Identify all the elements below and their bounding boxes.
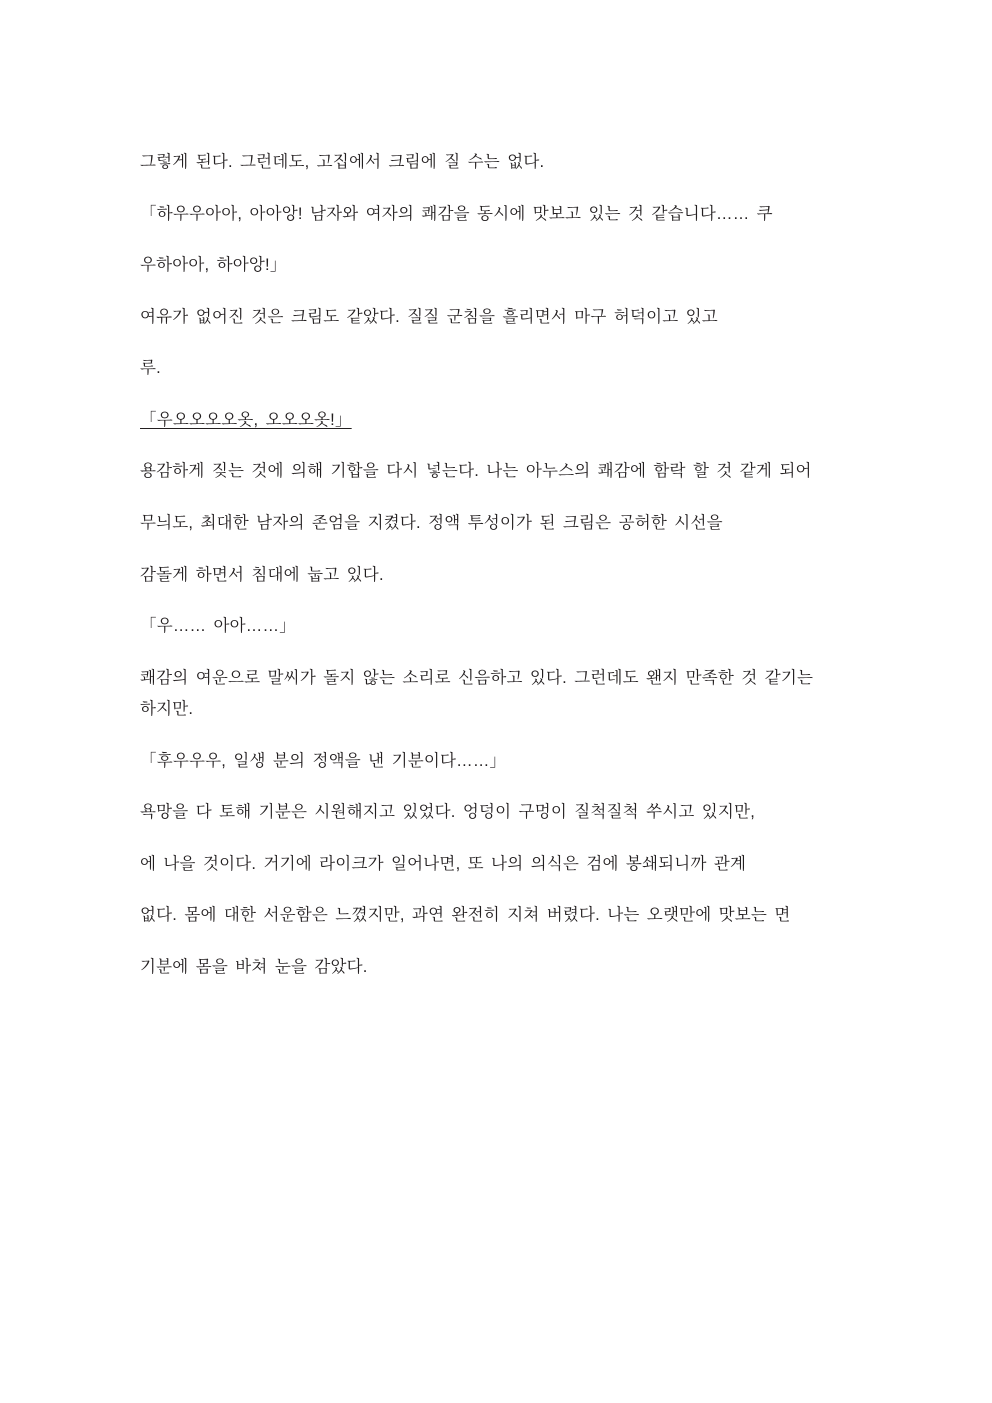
paragraph: 기분에 몸을 바쳐 눈을 감았다. <box>140 958 368 976</box>
paragraph: 루. <box>140 359 161 378</box>
paragraph: 「우…… 아아……」 <box>140 617 296 636</box>
paragraph: 에 나을 것이다. 거기에 라이크가 일어나면, 또 나의 의식은 검에 봉쇄되니까 관계 <box>140 854 747 873</box>
paragraph: 용감하게 짖는 것에 의해 기합을 다시 넣는다. 나는 아누스의 쾌감에 함락 할 것 같게 되어 <box>140 462 812 481</box>
paragraph: 여유가 없어진 것은 크림도 같았다. 질질 군침을 흘리면서 마구 허덕이고 있고 <box>140 307 718 326</box>
paragraph: 없다. 몸에 대한 서운함은 느꼈지만, 과연 완전히 지쳐 버렸다. 나는 오랫만에 맛보는 면 <box>140 906 791 925</box>
document-text-body <box>140 150 852 981</box>
paragraph: 하지만. <box>140 700 194 719</box>
paragraph: 그렇게 된다. 그런데도, 고집에서 크림에 질 수는 없다. <box>140 153 545 171</box>
paragraph: 쾌감의 여운으로 말씨가 돌지 않는 소리로 신음하고 있다. 그런데도 왠지 만족한 것 같기는 <box>140 668 814 687</box>
paragraph: 「후우우우, 일생 분의 정액을 낸 기분이다……」 <box>140 751 507 770</box>
paragraph: 우하아아, 하아앙!」 <box>140 256 287 275</box>
paragraph: 「하우우아아, 아아앙! 남자와 여자의 쾌감을 동시에 맛보고 있는 것 같습니다…… 쿠 <box>140 204 773 223</box>
paragraph: 욕망을 다 토해 기분은 시원해지고 있었다. 엉덩이 구멍이 질척질척 쑤시고 있지만, <box>140 803 755 822</box>
paragraph: 감돌게 하면서 침대에 눕고 있다. <box>140 565 384 584</box>
paragraph: 무늬도, 최대한 남자의 존엄을 지켰다. 정액 투성이가 된 크림은 공허한 시선을 <box>140 513 723 532</box>
paragraph-underlined: 「우오오오오옷, 오오오옷!」 <box>140 410 352 429</box>
